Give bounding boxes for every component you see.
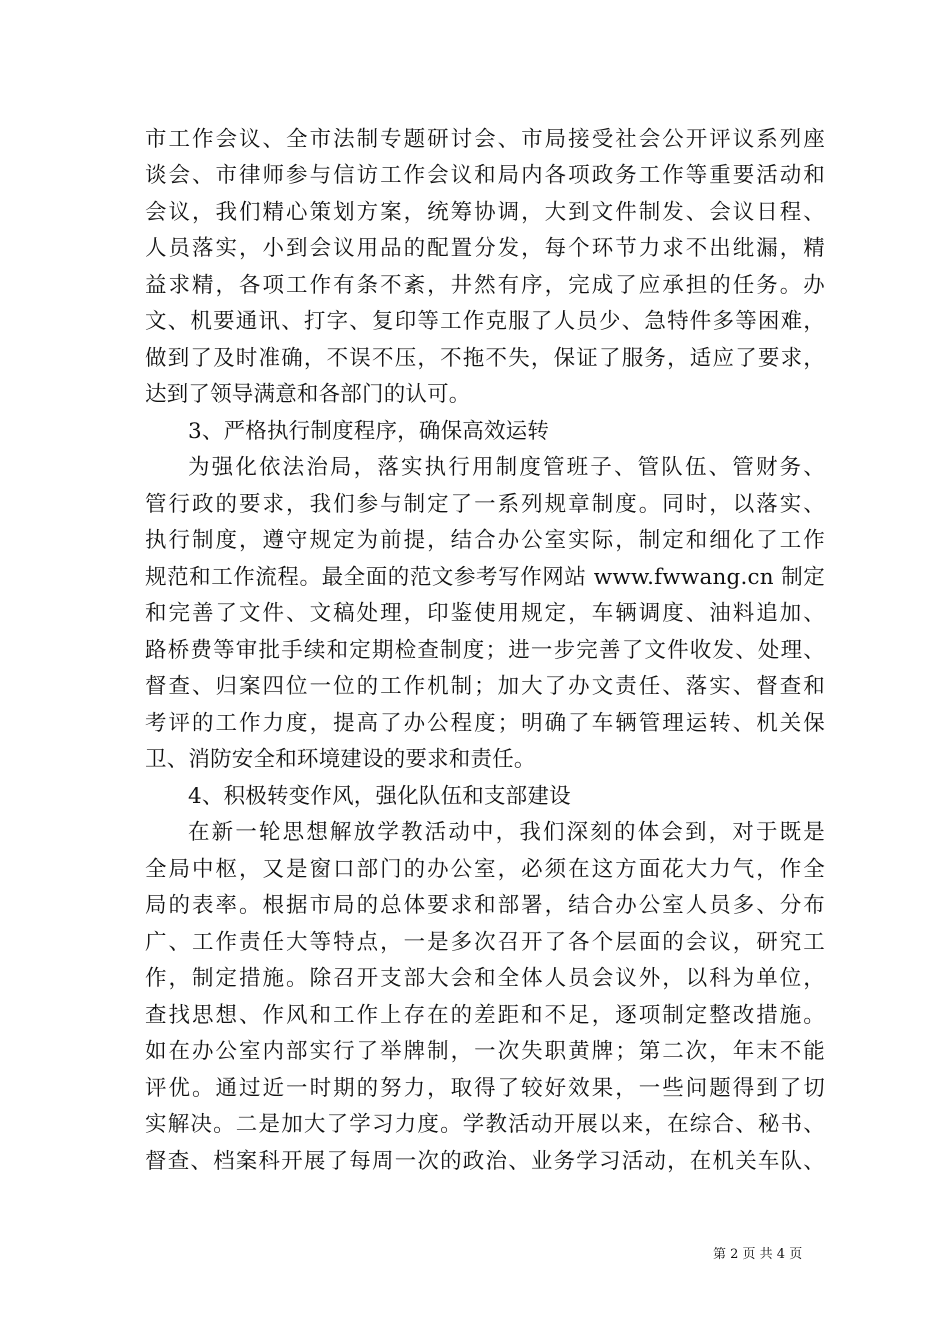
body-text-line: 如在办公室内部实行了举牌制，一次失职黄牌；第二次，年末不能: [145, 1039, 825, 1064]
body-text-line: 和完善了文件、文稿处理，印鉴使用规定，车辆调度、油料追加、: [145, 601, 825, 626]
body-text-line: 局的表率。根据市局的总体要求和部署，结合办公室人员多、分布: [145, 893, 825, 918]
body-text-line: 文、机要通讯、打字、复印等工作克服了人员少、急特件多等困难，: [145, 309, 825, 334]
body-text-line: 规范和工作流程。最全面的范文参考写作网站 www.fwwang.cn 制定: [145, 565, 825, 590]
body-text-line: 执行制度，遵守规定为前提，结合办公室实际，制定和细化了工作: [145, 528, 825, 553]
body-text-line: 评优。通过近一时期的努力，取得了较好效果，一些问题得到了切: [145, 1076, 825, 1101]
body-text-line: 做到了及时准确，不误不压，不拖不失，保证了服务，适应了要求，: [145, 346, 825, 371]
body-text-line: 查找思想、作风和工作上存在的差距和不足，逐项制定整改措施。: [145, 1003, 825, 1028]
body-text-line: 实解决。二是加大了学习力度。学教活动开展以来，在综合、秘书、: [145, 1112, 825, 1137]
body-text-line: 谈会、市律师参与信访工作会议和局内各项政务工作等重要活动和: [145, 163, 825, 188]
body-text-line: 市工作会议、全市法制专题研讨会、市局接受社会公开评议系列座: [145, 127, 825, 152]
body-text-line: 在新一轮思想解放学教活动中，我们深刻的体会到，对于既是: [188, 820, 825, 845]
body-text-line: 为强化依法治局，落实执行用制度管班子、管队伍、管财务、: [188, 455, 825, 480]
body-text-line: 管行政的要求，我们参与制定了一系列规章制度。同时，以落实、: [145, 492, 825, 517]
body-text-line: 人员落实，小到会议用品的配置分发，每个环节力求不出纰漏，精: [145, 236, 825, 261]
body-text-line: 益求精，各项工作有条不紊，井然有序，完成了应承担的任务。办: [145, 273, 825, 298]
body-text-line: 达到了领导满意和各部门的认可。: [145, 382, 471, 407]
body-text-line: 全局中枢，又是窗口部门的办公室，必须在这方面花大力气，作全: [145, 857, 825, 882]
body-text-line: 考评的工作力度，提高了办公程度；明确了车辆管理运转、机关保: [145, 711, 825, 736]
section-heading: 4、积极转变作风，强化队伍和支部建设: [188, 784, 571, 809]
body-text-line: 督查、档案科开展了每周一次的政治、业务学习活动，在机关车队、: [145, 1149, 825, 1174]
body-text-line: 会议，我们精心策划方案，统筹协调，大到文件制发、会议日程、: [145, 200, 825, 225]
section-heading: 3、严格执行制度程序，确保高效运转: [188, 419, 550, 444]
body-text-line: 路桥费等审批手续和定期检查制度；进一步完善了文件收发、处理、: [145, 638, 825, 663]
body-text-line: 督查、归案四位一位的工作机制；加大了办文责任、落实、督查和: [145, 674, 825, 699]
body-text-line: 作，制定措施。除召开支部大会和全体人员会议外，以科为单位，: [145, 966, 825, 991]
body-text-line: 广、工作责任大等特点，一是多次召开了各个层面的会议，研究工: [145, 930, 825, 955]
page-number-footer: 第 2 页 共 4 页: [713, 1247, 803, 1262]
body-text-line: 卫、消防安全和环境建设的要求和责任。: [145, 747, 536, 772]
